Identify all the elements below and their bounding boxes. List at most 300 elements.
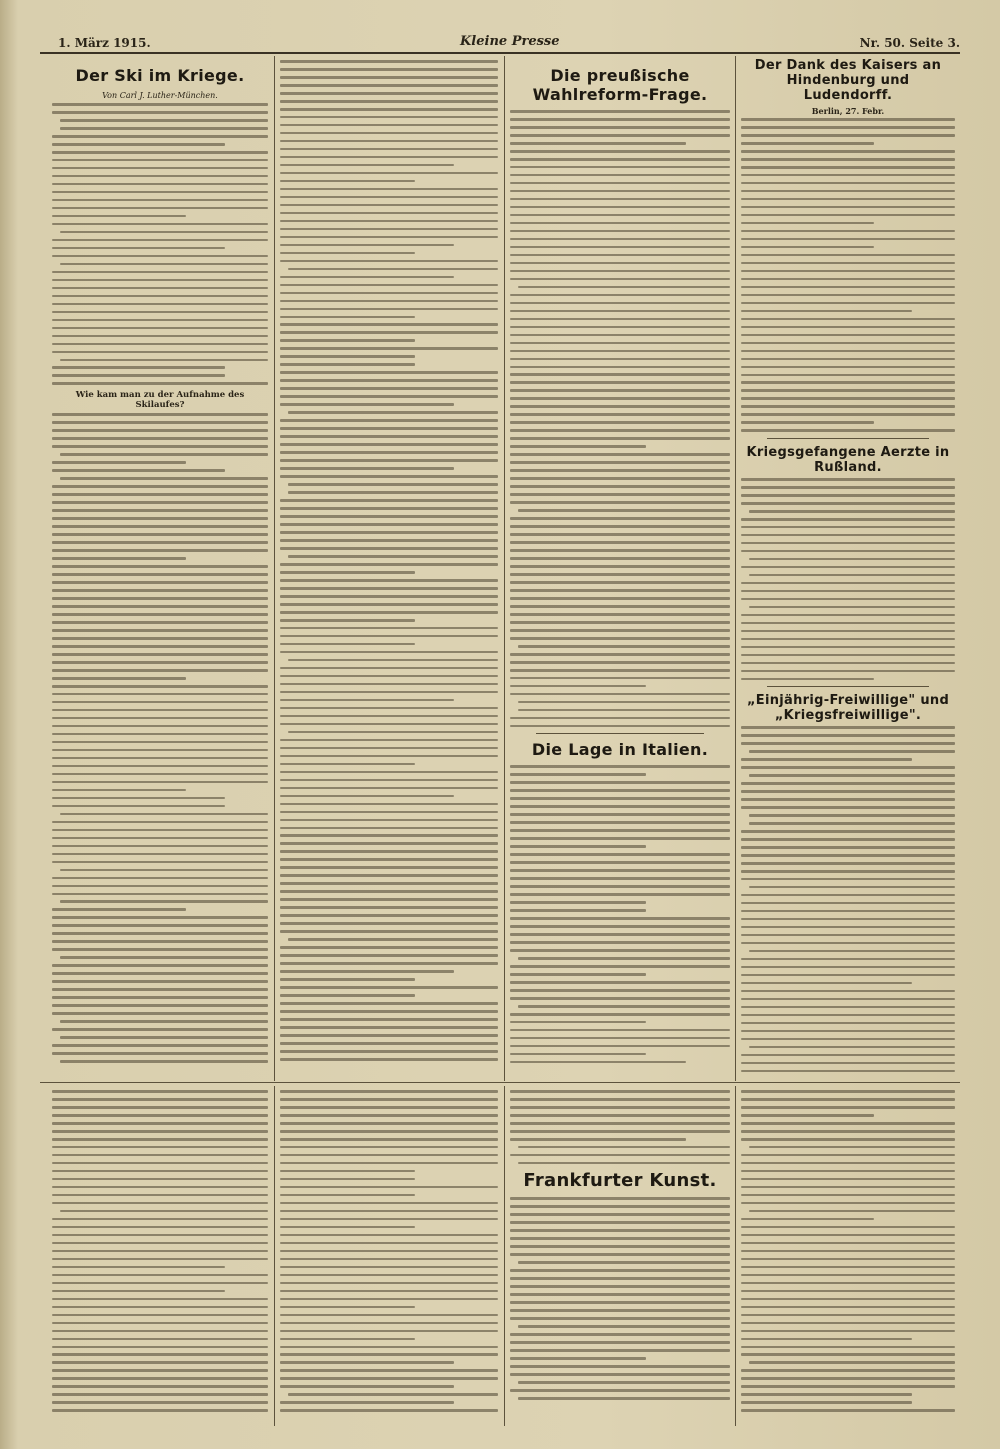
text-line [510,397,730,400]
text-line [52,247,225,250]
text-line [52,366,225,369]
text-line [741,998,955,1001]
text-line [280,1018,498,1021]
text-line [510,997,730,1000]
text-line [280,1322,498,1325]
text-line [510,933,730,936]
text-line [280,1298,498,1301]
text-line [52,1052,268,1055]
text-line [52,1385,268,1388]
text-line [60,359,268,362]
text-line [741,1202,955,1205]
text-line [741,246,874,249]
text-line [741,934,955,937]
text-line [280,1026,498,1029]
text-line [280,308,498,311]
text-line [52,191,268,194]
text-line [510,1309,730,1312]
text-line [280,842,498,845]
text-line [52,421,268,424]
text-line [518,645,730,648]
text-line [280,834,498,837]
issue-date: 1. März 1915. [58,36,151,50]
text-line [280,252,415,255]
text-line [749,950,955,953]
text-line [510,1365,730,1368]
text-line [741,230,955,233]
text-line [741,1090,955,1093]
text-line [749,750,955,753]
text-line [52,1154,268,1157]
text-line [510,781,730,784]
text-line [510,669,730,672]
article-subhead: Wie kam man zu der Aufnahme des Skilaufes? [75,390,245,411]
text-line [280,683,498,686]
text-line [52,733,268,736]
text-line [510,517,730,520]
text-line [510,501,730,504]
text-line [280,499,498,502]
text-line [510,1021,646,1024]
text-line [518,286,730,289]
text-line [741,1393,912,1396]
text-line [510,621,730,624]
text-line [741,1038,955,1041]
text-line [280,627,498,630]
text-line [280,882,498,885]
text-line [52,1401,268,1404]
feuilleton-right [741,1090,955,1424]
text-line [52,1338,268,1341]
text-line [280,691,498,694]
text-line [518,1162,730,1165]
text-line [52,621,268,624]
text-line [280,300,498,303]
text-line [741,1250,955,1253]
text-line [510,1213,730,1216]
text-line [741,1070,955,1073]
article-frankfurter-kunst [510,1090,730,1424]
text-line [52,223,268,226]
text-line [741,350,955,353]
text-line [52,1218,268,1221]
text-line [280,667,498,670]
text-line [510,405,730,408]
text-line [741,1154,955,1157]
text-line [741,766,955,769]
text-line [280,1114,498,1117]
text-line [280,1050,498,1053]
text-line [280,1146,498,1149]
article-body [510,1090,730,1164]
text-line [52,1250,268,1253]
text-line [52,1330,268,1333]
text-line [741,421,874,424]
text-line [280,395,498,398]
text-line [280,148,498,151]
text-line [280,164,454,167]
text-line [510,134,730,137]
text-line [52,805,225,808]
text-line [741,158,955,161]
text-line [510,294,730,297]
text-line [510,1090,730,1093]
text-line [741,1298,955,1301]
text-line [52,757,268,760]
text-line [280,1186,498,1189]
text-line [280,595,498,598]
text-line [510,1285,730,1288]
text-line [510,358,730,361]
text-line [52,797,225,800]
text-line [510,437,730,440]
text-line [741,1186,955,1189]
text-line [52,327,268,330]
text-line [741,389,955,392]
text-line [510,389,730,392]
text-line [52,765,268,768]
text-line [510,941,730,944]
text-line [280,459,498,462]
text-line [280,316,415,319]
text-line [280,292,498,295]
text-line [52,1282,268,1285]
text-line [52,701,268,704]
text-line [288,411,498,414]
text-line [60,231,268,234]
text-line [280,827,498,830]
text-line [52,1178,268,1181]
text-line [741,1114,874,1117]
text-line [741,254,955,257]
text-line [510,1277,730,1280]
text-line [288,491,498,494]
text-line [52,183,268,186]
text-line [52,1194,268,1197]
text-line [288,938,498,941]
article-byline: Von Carl J. Luther-München. [102,91,218,100]
text-line [280,1058,498,1061]
article-title: Kriegsgefangene Aerzte in Rußland. [746,444,950,475]
text-line [52,1234,268,1237]
feuilleton-mid [280,1090,498,1424]
text-line [510,334,730,337]
text-line [741,1022,955,1025]
text-line [52,335,268,338]
text-line [741,1266,955,1269]
text-line [280,323,498,326]
text-line [52,1138,268,1141]
feuilleton-left [52,1090,268,1424]
text-line [52,685,268,688]
text-line [60,1020,268,1023]
text-line [510,1205,730,1208]
text-line [52,509,268,512]
text-line [741,662,955,665]
text-line [52,1377,268,1380]
text-line [510,1269,730,1272]
text-line [510,485,730,488]
text-line [52,1242,268,1245]
text-line [741,926,955,929]
text-line [741,798,955,801]
text-line [741,1226,955,1229]
text-line [510,118,730,121]
text-line [749,814,955,817]
text-line [52,645,268,648]
text-line [52,469,225,472]
text-line [52,565,268,568]
text-line [510,789,730,792]
text-line [52,964,268,967]
text-line [741,1274,955,1277]
text-line [741,1258,955,1261]
column-rule [504,56,505,1081]
text-line [510,1221,730,1224]
text-line [280,1282,498,1285]
text-line [280,619,415,622]
text-line [510,477,730,480]
text-line [52,1130,268,1133]
article-body [741,118,955,432]
text-line [280,427,498,430]
text-line [52,103,268,106]
text-line [741,270,955,273]
text-line [741,366,955,369]
text-line [280,1234,498,1237]
text-line [749,822,955,825]
text-line [52,159,268,162]
text-line [741,942,955,945]
text-line [741,870,955,873]
text-line [60,813,268,816]
text-line [52,916,268,919]
text-line [741,334,955,337]
text-line [280,435,498,438]
text-line [280,1377,498,1380]
text-line [280,140,498,143]
text-line [510,853,730,856]
text-line [741,958,955,961]
text-line [52,940,268,943]
text-line [280,204,498,207]
text-line [741,1314,955,1317]
text-line [280,1242,498,1245]
text-line [749,1146,955,1149]
article-wahlreform [510,60,730,1078]
text-line [280,531,498,534]
text-line [52,151,268,154]
text-line [280,84,498,87]
text-line [280,1130,498,1133]
text-line [280,260,498,263]
text-line [741,1162,955,1165]
text-line [52,741,268,744]
text-line [280,547,498,550]
text-line [741,1322,955,1325]
text-line [52,287,268,290]
text-line [741,294,955,297]
text-line [52,533,268,536]
text-line [741,1062,955,1065]
text-line [280,92,498,95]
text-line [741,550,955,553]
text-line [741,526,955,529]
text-line [510,310,730,313]
text-line [510,270,730,273]
text-line [741,1290,955,1293]
text-line [518,1146,730,1149]
text-line [510,573,730,576]
text-line [52,996,268,999]
column-rule [274,1086,275,1426]
text-line [741,374,955,377]
text-line [280,611,498,614]
text-line [52,1353,268,1356]
text-line [52,255,268,258]
text-line [741,1106,955,1109]
text-line [52,669,268,672]
text-line [741,1194,955,1197]
text-line [280,347,498,350]
text-line [741,846,955,849]
text-line [741,646,955,649]
text-line [52,1122,268,1125]
text-line [280,1226,415,1229]
text-line [741,758,912,761]
text-line [510,366,730,369]
text-line [52,461,186,464]
text-line [280,355,415,358]
text-line [60,127,268,130]
text-line [52,429,268,432]
article-body [52,1090,268,1412]
text-line [280,563,498,566]
text-line [741,1078,955,1079]
text-line [510,1293,730,1296]
text-line [52,1266,225,1269]
text-line [52,749,268,752]
text-line [518,1381,730,1384]
text-line [280,651,498,654]
text-line [280,1194,415,1197]
text-line [518,1325,730,1328]
text-line [52,303,268,306]
text-line [280,890,498,893]
text-line [741,1218,874,1221]
text-line [510,182,730,185]
text-line [280,1170,415,1173]
text-line [52,589,268,592]
text-line [60,956,268,959]
text-line [741,262,955,265]
text-line [280,1010,498,1013]
text-line [52,693,268,696]
text-line [280,443,498,446]
text-line [741,1306,955,1309]
text-line [510,925,730,928]
text-line [510,1357,646,1360]
text-line [280,124,498,127]
text-line [60,869,268,872]
text-line [280,739,498,742]
text-line [741,1098,955,1101]
text-line [280,1258,498,1261]
text-line [510,717,730,720]
text-line [741,1234,955,1237]
text-line [741,486,955,489]
text-line [280,1162,498,1165]
text-line [52,207,268,210]
article-title: „Einjährig-Freiwillige" und „Kriegsfreiwillige". [746,693,950,724]
text-line [510,238,730,241]
text-line [52,175,268,178]
text-line [280,723,498,726]
text-line [52,382,268,385]
text-line [52,1114,268,1117]
text-line [280,763,415,766]
text-line [52,1012,268,1015]
text-line [510,1389,730,1392]
text-line [510,214,730,217]
text-line [741,278,955,281]
text-line [52,445,268,448]
text-line [280,371,498,374]
text-line [510,1253,730,1256]
text-line [52,1290,225,1293]
text-line [510,1130,730,1133]
text-line [288,555,498,558]
text-line [280,986,498,989]
text-line [52,1346,268,1349]
text-line [280,1122,498,1125]
text-line [741,614,955,617]
text-line [280,1090,498,1093]
text-line [280,819,498,822]
text-line [741,198,955,201]
text-line [52,1306,268,1309]
text-line [280,1338,415,1341]
text-line [741,582,955,585]
page-header [40,30,960,54]
text-line [510,190,730,193]
text-line [510,278,730,281]
text-line [741,326,955,329]
article-title: Der Dank des Kaisers an Hindenburg und Ludendorff. [754,58,942,103]
text-line [52,653,268,656]
text-line [52,501,268,504]
text-line [749,886,955,889]
text-line [60,119,268,122]
text-line [52,597,268,600]
text-line [52,517,268,520]
text-line [288,731,498,734]
text-line [280,747,498,750]
text-line [52,573,268,576]
text-line [52,837,268,840]
text-line [52,319,268,322]
text-line [741,1409,955,1412]
text-line [52,549,268,552]
text-line [741,150,955,153]
text-line [510,461,730,464]
text-line [280,978,415,981]
text-line [280,1385,454,1388]
text-line [60,900,268,903]
text-line [741,806,955,809]
text-line [280,779,498,782]
text-line [52,311,268,314]
